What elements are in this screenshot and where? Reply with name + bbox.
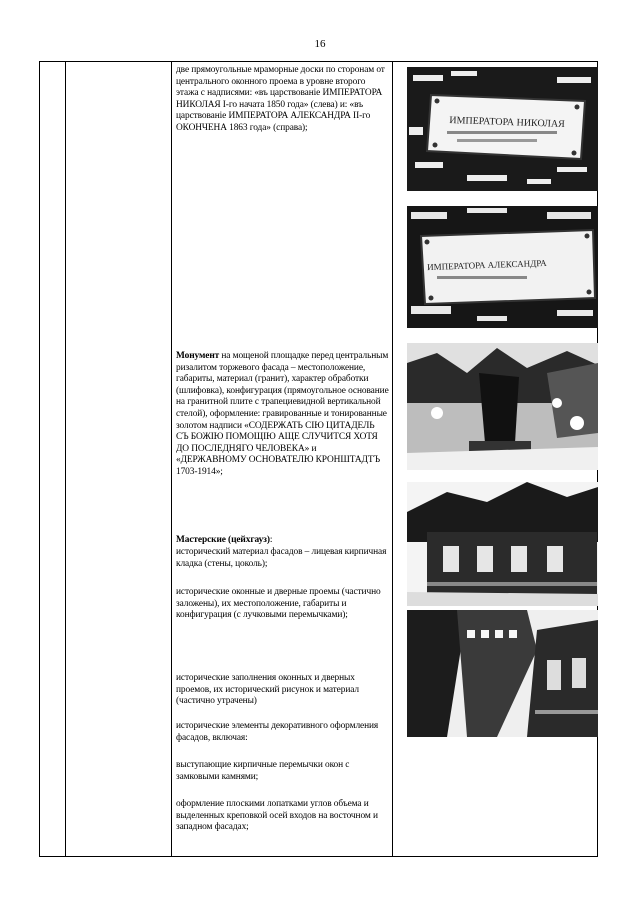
column-divider: [392, 62, 393, 856]
plaque-left-photo: [407, 67, 598, 191]
monument-heading: Монумент: [176, 351, 220, 361]
paragraph-facade-material: исторический материал фасадов – лицевая кирпичная кладка (стены, цоколь);: [176, 547, 387, 569]
paragraph-lintels: выступающие кирпичные перемычки окон с замковыми камнями;: [176, 760, 350, 782]
workshops-heading: Мастерские (цейхгауз): [176, 535, 270, 545]
plaque-right-photo: [407, 206, 598, 328]
paragraph-monument: [176, 351, 389, 479]
workshops-colon: :: [269, 535, 273, 545]
paragraph-decor: исторические элементы декоративного оформления фасадов, включая:: [176, 721, 379, 743]
plaque-left-inscription: ИМПЕРАТОРА НИКОЛАЯ: [449, 114, 566, 131]
paragraph-pilasters: оформление плоскими лопатками углов объема и выделенных креповкой осей входов на восточном и западном фасадах;: [176, 799, 378, 833]
paragraph-workshops: [176, 535, 272, 547]
workshop-detail-photo: [407, 610, 598, 737]
column-divider: [65, 62, 66, 856]
workshop-facade-photo: [407, 482, 598, 606]
column-divider: [171, 62, 172, 856]
paragraph-plaques: две прямоугольные мраморные доски по сторонам от центрального оконного проема в уровне второго этажа с надписями: «въ царствованiе ИМПЕРАТОРА НИКОЛАЯ I-го начата 1850 года» (слева) и: «въ царствованiе ИМПЕРАТОРА АЛЕКСАНДРА II-го ОКОНЧЕНА 1863 года» (справа);: [176, 65, 385, 133]
page-number: 16: [314, 38, 326, 50]
paragraph-openings: исторические оконные и дверные проемы (частично заложены), их местоположение, габариты и конфигурация (с лучковыми перемычками);: [176, 587, 381, 621]
paragraph-fillings: исторические заполнения оконных и дверных проемов, их исторический рисунок и материал (частично утрачены): [176, 673, 359, 707]
monument-text: на мощеной площадке перед центральным ризалитом торжевого фасада – местоположение, габариты, материал (гранит), характер обработки (шлифовка), конфигурация (прямоугольное основание на гранитной плите с трапециевидной вертикальной стелой), оформление: гравированные и тонированные золотом надписи «СОДЕРЖАТЬ СIЮ ЦИТАДЕЛЬ СЪ БОЖIЮ ПОМОЩIЮ АЩЕ СЛУЧИТСЯ ХОТЯ ДО ПОСЛЕДНЯГО ЧЕЛОВЕКА» и «ДЕРЖАВНОМУ ОСНОВАТЕЛЮ КРОНШТАДТЪ 1703-1914»;: [176, 351, 389, 477]
protected-items-table: [39, 61, 598, 857]
monument-photo: [407, 343, 598, 470]
plaque-right-inscription: ИМПЕРАТОРА АЛЕКСАНДРА: [427, 257, 547, 273]
